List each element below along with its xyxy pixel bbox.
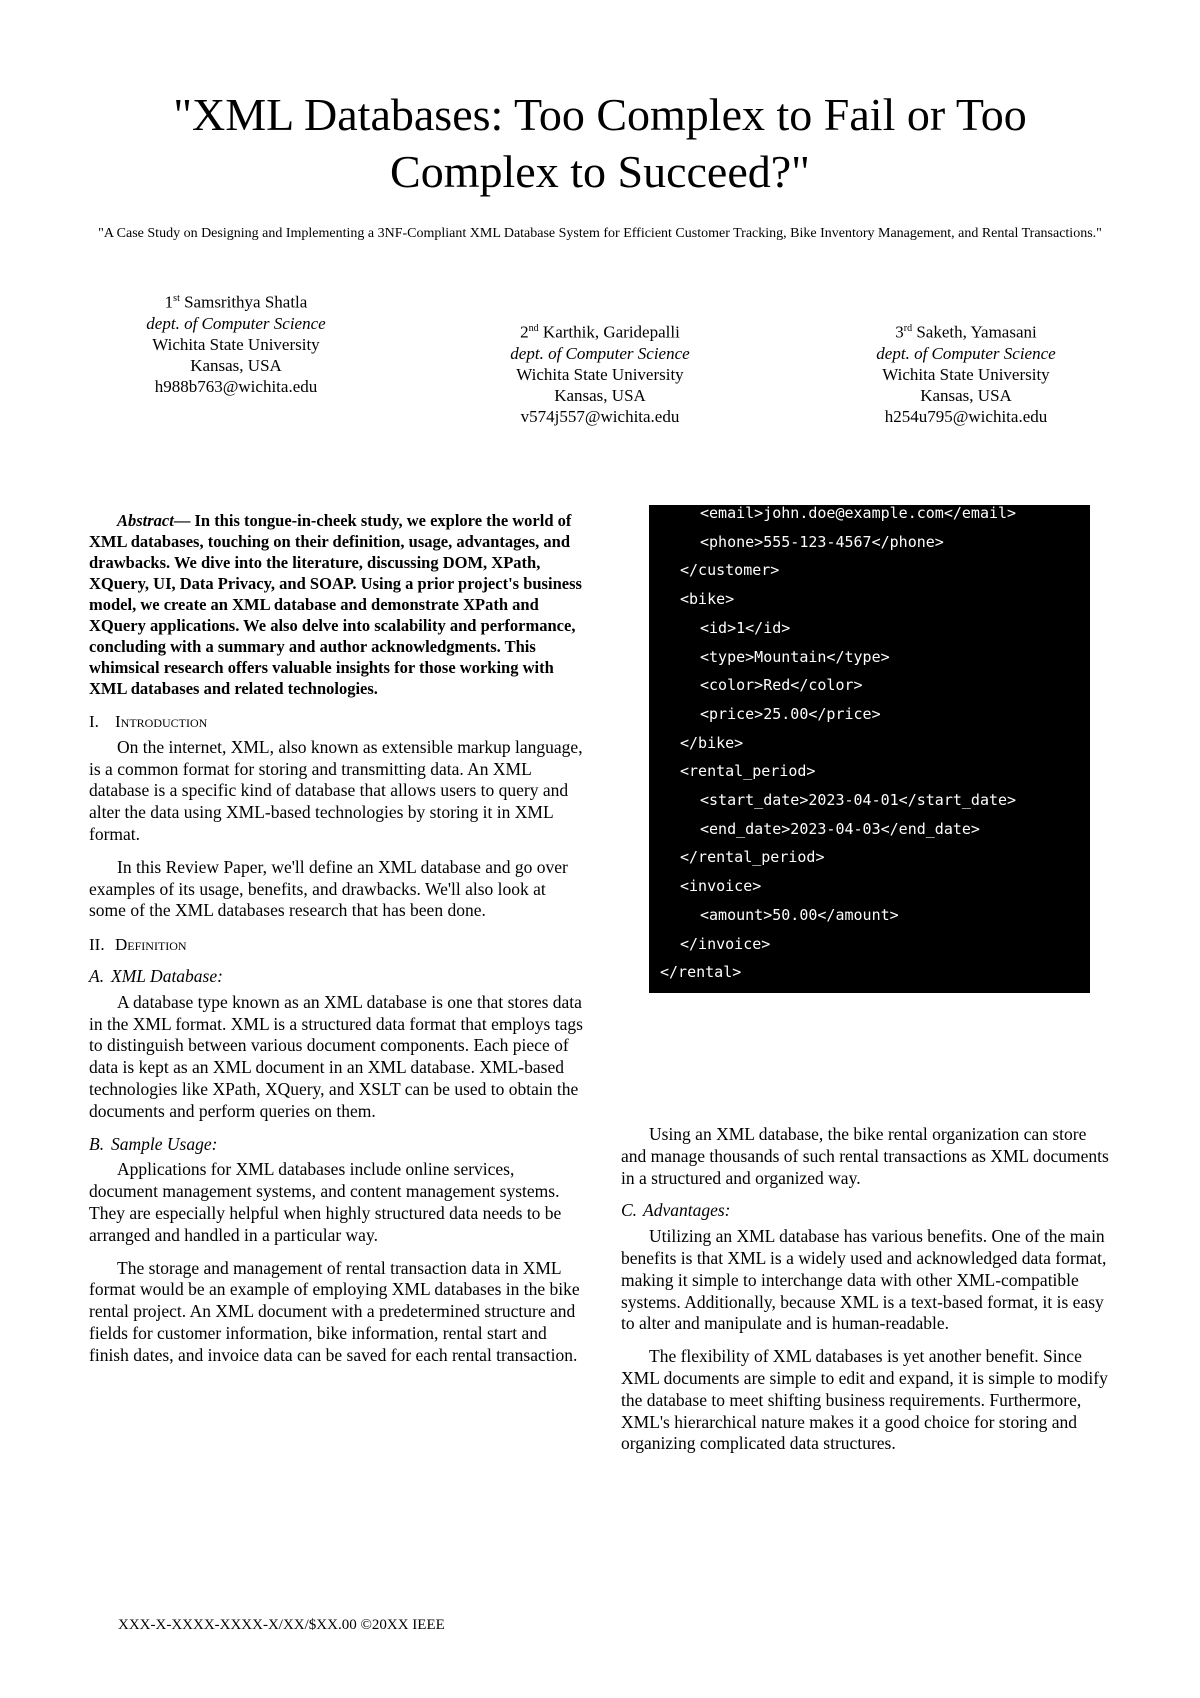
author-location: Kansas, USA bbox=[920, 385, 1012, 405]
copyright-footer: XXX-X-XXXX-XXXX-X/XX/$XX.00 ©20XX IEEE bbox=[118, 1617, 445, 1633]
author-name-line: 3rd Saketh, Yamasani bbox=[895, 322, 1037, 342]
author-name: Saketh, Yamasani bbox=[916, 322, 1037, 342]
author-email: v574j557@wichita.edu bbox=[520, 406, 680, 426]
author-block-3 bbox=[836, 318, 1096, 427]
code-line: </customer> bbox=[680, 561, 780, 580]
left-column bbox=[89, 510, 583, 1378]
code-line: </bike> bbox=[680, 733, 744, 752]
subsection-heading-xml-database: A. XML Database: bbox=[89, 965, 223, 986]
abstract-label: Abstract bbox=[117, 511, 174, 530]
advantages-paragraph-1: Utilizing an XML database has various benefits. One of the main benefits is that XML is a widely used and acknowledged data format, making it simple to interchange data with other XML-compatible systems. Additionally, because XML is a text-based format, it is easy to alter and manipulate and is human-readable. bbox=[621, 1226, 1107, 1334]
intro-paragraph-2: In this Review Paper, we'll define an XML database and go over examples of its usage, benefits, and drawbacks. We'll also look at some of the XML databases research that has been done. bbox=[89, 856, 568, 921]
code-line: </rental_period> bbox=[680, 848, 825, 867]
sample-usage-paragraph-1: Applications for XML databases include online services, document management systems, and content management systems. They are especially helpful when highly structured data needs to be arranged and handled in a particular way. bbox=[89, 1159, 562, 1245]
author-dept: dept. of Computer Science bbox=[146, 313, 326, 333]
author-university: Wichita State University bbox=[516, 364, 684, 384]
author-university: Wichita State University bbox=[152, 334, 320, 354]
subsection-heading-sample-usage: B. Sample Usage: bbox=[89, 1133, 218, 1154]
paper-title: "XML Databases: Too Complex to Fail or Too Complex to Succeed?" bbox=[173, 89, 1027, 197]
author-university: Wichita State University bbox=[882, 364, 1050, 384]
author-location: Kansas, USA bbox=[554, 385, 646, 405]
code-line: <id>1</id> bbox=[700, 618, 791, 637]
code-line: <invoice> bbox=[680, 877, 762, 896]
author-block-2 bbox=[470, 318, 730, 427]
right-column bbox=[621, 1124, 1111, 1466]
xml-code-snippet bbox=[649, 505, 1090, 993]
advantages-paragraph-2: The flexibility of XML databases is yet another benefit. Since XML documents are simple to edit and expand, it is simple to modify the database to meet shifting business requirements. Furthermore, XML's hierarchical nature makes it a good choice for storing and organizing complicated data structures. bbox=[621, 1346, 1108, 1454]
abstract-dash: — bbox=[173, 511, 191, 530]
code-line: <price>25.00</price> bbox=[700, 704, 881, 723]
code-line: <email>john.doe@example.com</email> bbox=[700, 505, 1017, 522]
subsection-heading-advantages: C. Advantages: bbox=[621, 1200, 731, 1221]
abstract bbox=[89, 510, 583, 699]
code-line: <rental_period> bbox=[680, 762, 816, 781]
author-dept: dept. of Computer Science bbox=[876, 343, 1056, 363]
intro-paragraph-1: On the internet, XML, also known as extensible markup language, is a common format for storing and transmitting data. An XML database is a specific kind of database that allows users to query and alter the data using XML-based technologies by storing it in XML format. bbox=[89, 736, 583, 844]
code-line: </rental> bbox=[660, 963, 742, 982]
sample-usage-paragraph-2: The storage and management of rental transaction data in XML format would be an example of employing XML databases in the bike rental project. An XML document with a predetermined structure and fields for customer information, bike information, rental start and finish dates, and invoice data can be saved for each rental transaction. bbox=[89, 1257, 580, 1365]
code-line: <start_date>2023-04-01</start_date> bbox=[700, 791, 1017, 809]
author-name-line: 1st Samsrithya Shatla bbox=[164, 292, 308, 312]
author-location: Kansas, USA bbox=[190, 355, 282, 375]
paper-subtitle: "A Case Study on Designing and Implementing a 3NF-Compliant XML Database System for Efficient Customer Tracking, Bike Inventory Management, and Rental Transactions." bbox=[98, 226, 1102, 241]
code-line: <phone>555-123-4567</phone> bbox=[700, 532, 944, 551]
code-line: <amount>50.00</amount> bbox=[700, 905, 899, 924]
author-block-1 bbox=[106, 288, 366, 397]
xml-database-paragraph: A database type known as an XML database is one that stores data in the XML format. XML is a structured data format that employs tags to distinguish between various document components. Each piece of data is kept as an XML document in an XML database. XML-based technologies like XPath, XQuery, and XSLT can be used to obtain the documents and perform queries on them. bbox=[89, 991, 583, 1121]
code-line: <bike> bbox=[680, 590, 735, 609]
code-line: <type>Mountain</type> bbox=[700, 647, 890, 666]
author-email: h254u795@wichita.edu bbox=[884, 406, 1048, 426]
author-name: Karthik, Garidepalli bbox=[542, 322, 680, 342]
author-dept: dept. of Computer Science bbox=[510, 343, 690, 363]
author-name: Samsrithya Shatla bbox=[184, 292, 308, 312]
author-email: h988b763@wichita.edu bbox=[154, 376, 318, 396]
author-name-line: 2nd Karthik, Garidepalli bbox=[520, 322, 680, 342]
abstract-text: In this tongue-in-cheek study, we explore the world of XML databases, touching on their definition, usage, advantages, and drawbacks. We dive into the literature, discussing DOM, XPath, XQuery, UI, Data Privacy, and SOAP. Using a prior project's business model, we create an XML database and demonstrate XPath and XQuery applications. We also delve into scalability and performance, concluding with a summary and author acknowledgments. This whimsical research offers valuable insights for those working with XML databases and related technologies. bbox=[89, 511, 582, 698]
continuation-paragraph: Using an XML database, the bike rental organization can store and manage thousands of such rental transactions as XML documents in a structured and organized way. bbox=[621, 1124, 1109, 1188]
code-line: <end_date>2023-04-03</end_date> bbox=[700, 819, 980, 838]
code-line: </invoice> bbox=[680, 934, 771, 953]
code-line: <color>Red</color> bbox=[700, 676, 863, 695]
section-heading-definition: II. Definition bbox=[89, 935, 187, 955]
section-heading-introduction: I. Introduction bbox=[89, 712, 208, 731]
